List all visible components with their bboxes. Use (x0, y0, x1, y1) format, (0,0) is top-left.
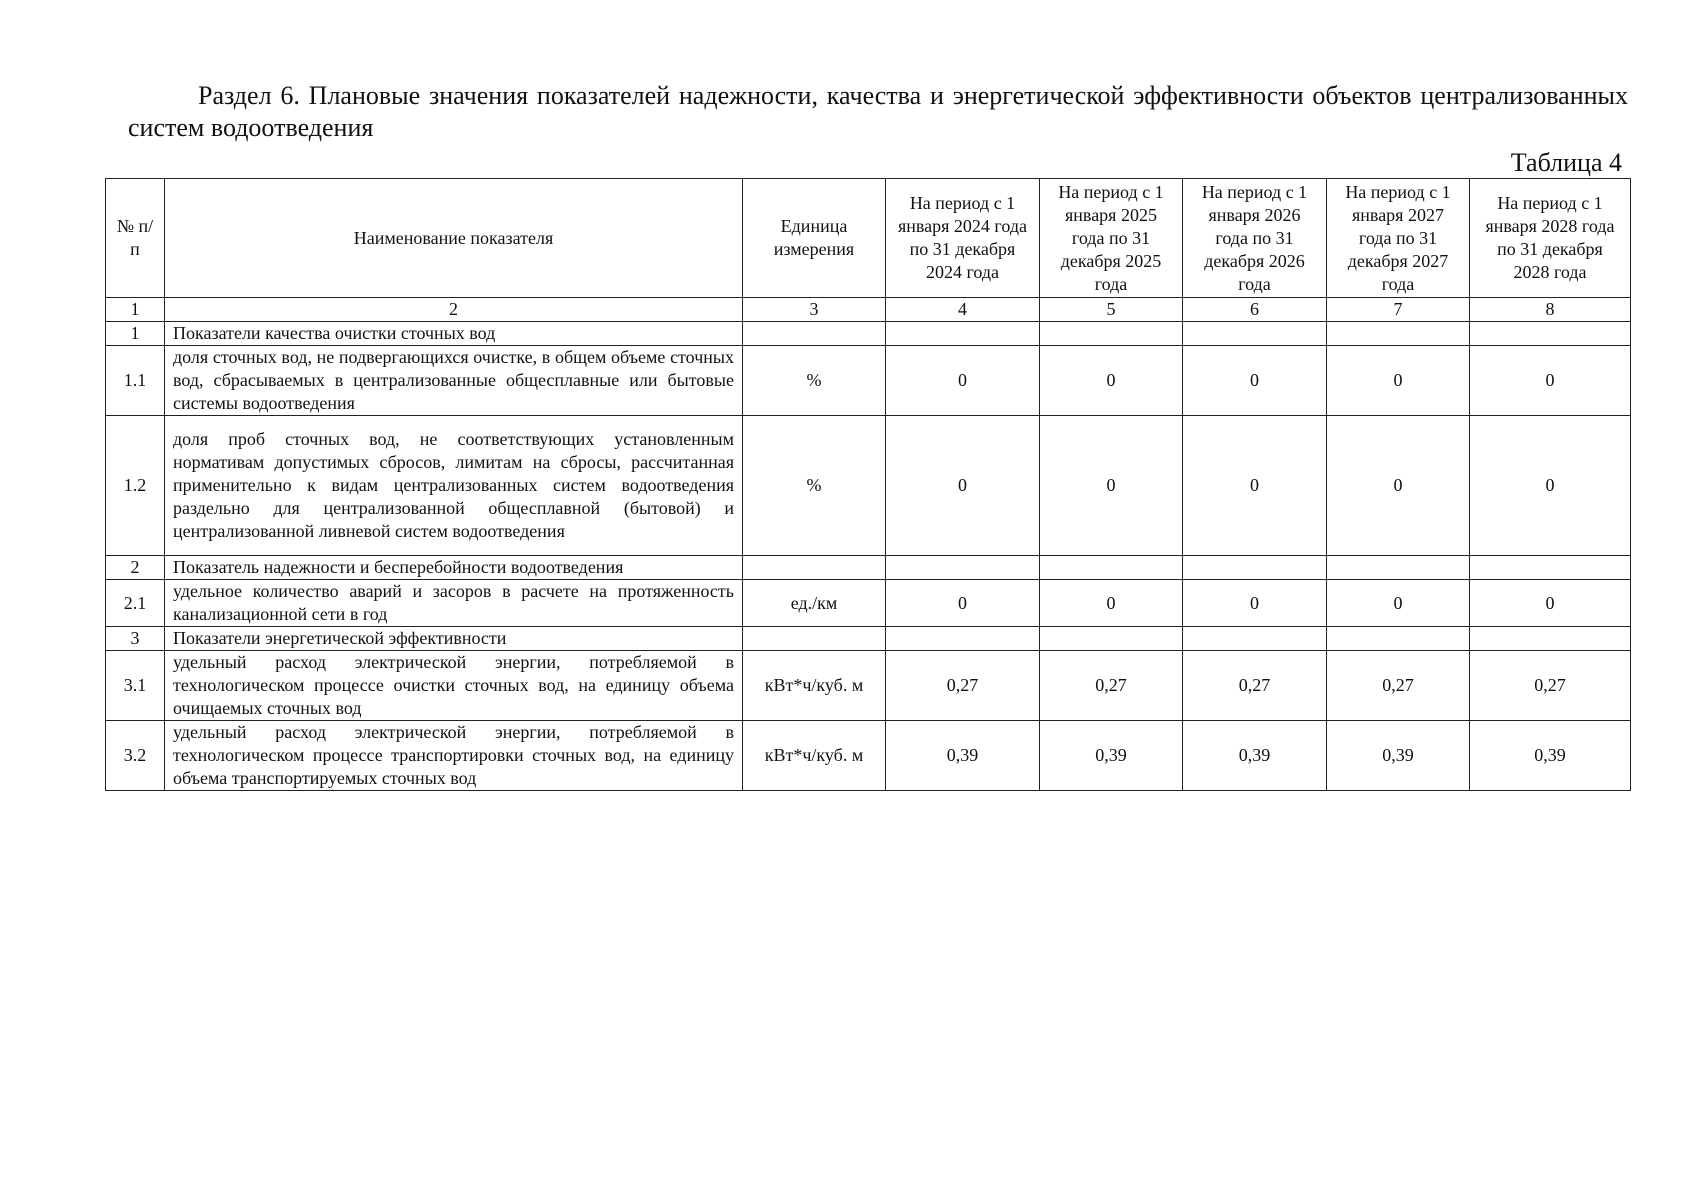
indicator-name: удельный расход электрической энергии, потребляемой в технологическом процессе очистки сточных вод, на единицу объема очищаемых сточных вод (165, 651, 743, 721)
table-row (106, 556, 1631, 580)
unit-cell (743, 556, 886, 580)
indicator-name: удельный расход электрической энергии, потребляемой в технологическом процессе транспортировки сточных вод, на единицу объема транспортируемых сточных вод (165, 721, 743, 791)
value-cell (1040, 627, 1183, 651)
table-caption: Таблица 4 (1510, 148, 1622, 177)
row-number: 1 (106, 322, 165, 346)
column-number: 8 (1470, 298, 1631, 322)
table-row (106, 721, 1631, 791)
table-row (106, 322, 1631, 346)
table-header-row (106, 179, 1631, 298)
value-cell: 0 (1470, 416, 1631, 556)
column-number: 4 (886, 298, 1040, 322)
value-cell (1327, 556, 1470, 580)
value-cell: 0 (886, 580, 1040, 627)
table-row (106, 651, 1631, 721)
header-cell-num: № п/п (106, 179, 165, 298)
row-number: 2 (106, 556, 165, 580)
table-row (106, 416, 1631, 556)
header-cell-2027: На период с 1 января 2027 года по 31 декабря 2027 года (1327, 179, 1470, 298)
value-cell: 0,27 (1040, 651, 1183, 721)
column-number: 6 (1183, 298, 1327, 322)
value-cell (886, 322, 1040, 346)
value-cell: 0 (1327, 346, 1470, 416)
value-cell (1183, 556, 1327, 580)
section-heading-text: Раздел 6. Плановые значения показателей надежности, качества и энергетической эффективности объектов централизованных систем водоотведения (128, 81, 1628, 142)
row-number: 1.1 (106, 346, 165, 416)
value-cell: 0 (1183, 580, 1327, 627)
value-cell: 0 (886, 416, 1040, 556)
value-cell: 0 (1183, 416, 1327, 556)
unit-cell: кВт*ч/куб. м (743, 721, 886, 791)
value-cell: 0 (1183, 346, 1327, 416)
value-cell: 0,39 (1040, 721, 1183, 791)
value-cell: 0,39 (1183, 721, 1327, 791)
value-cell: 0 (1327, 416, 1470, 556)
table-row (106, 627, 1631, 651)
value-cell: 0 (1470, 346, 1631, 416)
column-number: 3 (743, 298, 886, 322)
header-cell-2026: На период с 1 января 2026 года по 31 декабря 2026 года (1183, 179, 1327, 298)
value-cell: 0 (1470, 580, 1631, 627)
header-cell-2025: На период с 1 января 2025 года по 31 декабря 2025 года (1040, 179, 1183, 298)
value-cell (1183, 322, 1327, 346)
value-cell (886, 627, 1040, 651)
column-number: 2 (165, 298, 743, 322)
indicator-name: Показатели качества очистки сточных вод (165, 322, 743, 346)
header-cell-unit: Единица измерения (743, 179, 886, 298)
indicators-table (105, 178, 1631, 791)
unit-cell (743, 322, 886, 346)
unit-cell: кВт*ч/куб. м (743, 651, 886, 721)
header-cell-2028: На период с 1 января 2028 года по 31 декабря 2028 года (1470, 179, 1631, 298)
row-number: 3.2 (106, 721, 165, 791)
indicator-name: Показатели энергетической эффективности (165, 627, 743, 651)
value-cell: 0,27 (886, 651, 1040, 721)
value-cell: 0,27 (1183, 651, 1327, 721)
unit-cell (743, 627, 886, 651)
value-cell: 0,27 (1327, 651, 1470, 721)
indicator-name: доля сточных вод, не подвергающихся очистке, в общем объеме сточных вод, сбрасываемых в централизованные общесплавные или бытовые системы водоотведения (165, 346, 743, 416)
value-cell: 0,39 (1470, 721, 1631, 791)
column-number: 7 (1327, 298, 1470, 322)
table-row (106, 580, 1631, 627)
indicator-name: доля проб сточных вод, не соответствующих установленным нормативам допустимых сбросов, лимитам на сбросы, рассчитанная применительно к видам централизованных систем водоотведения раздельно для централизованной общесплавной (бытовой) и централизованной ливневой систем водоотведения (165, 416, 743, 556)
value-cell: 0,39 (886, 721, 1040, 791)
value-cell (886, 556, 1040, 580)
unit-cell: % (743, 416, 886, 556)
value-cell (1327, 627, 1470, 651)
value-cell: 0,39 (1327, 721, 1470, 791)
row-number: 2.1 (106, 580, 165, 627)
value-cell (1470, 556, 1631, 580)
column-number-row (106, 298, 1631, 322)
row-number: 3.1 (106, 651, 165, 721)
indicator-name: удельное количество аварий и засоров в расчете на протяженность канализационной сети в год (165, 580, 743, 627)
unit-cell: % (743, 346, 886, 416)
column-number: 5 (1040, 298, 1183, 322)
value-cell: 0,27 (1470, 651, 1631, 721)
indicator-name: Показатель надежности и бесперебойности водоотведения (165, 556, 743, 580)
value-cell: 0 (1040, 580, 1183, 627)
value-cell: 0 (1327, 580, 1470, 627)
value-cell: 0 (1040, 346, 1183, 416)
unit-cell: ед./км (743, 580, 886, 627)
value-cell (1327, 322, 1470, 346)
value-cell: 0 (1040, 416, 1183, 556)
value-cell (1470, 627, 1631, 651)
header-cell-name: Наименование показателя (165, 179, 743, 298)
value-cell: 0 (886, 346, 1040, 416)
table-row (106, 346, 1631, 416)
row-number: 3 (106, 627, 165, 651)
header-cell-2024: На период с 1 января 2024 года по 31 декабря 2024 года (886, 179, 1040, 298)
value-cell (1470, 322, 1631, 346)
row-number: 1.2 (106, 416, 165, 556)
column-number: 1 (106, 298, 165, 322)
section-heading (128, 80, 1628, 144)
value-cell (1183, 627, 1327, 651)
value-cell (1040, 322, 1183, 346)
value-cell (1040, 556, 1183, 580)
